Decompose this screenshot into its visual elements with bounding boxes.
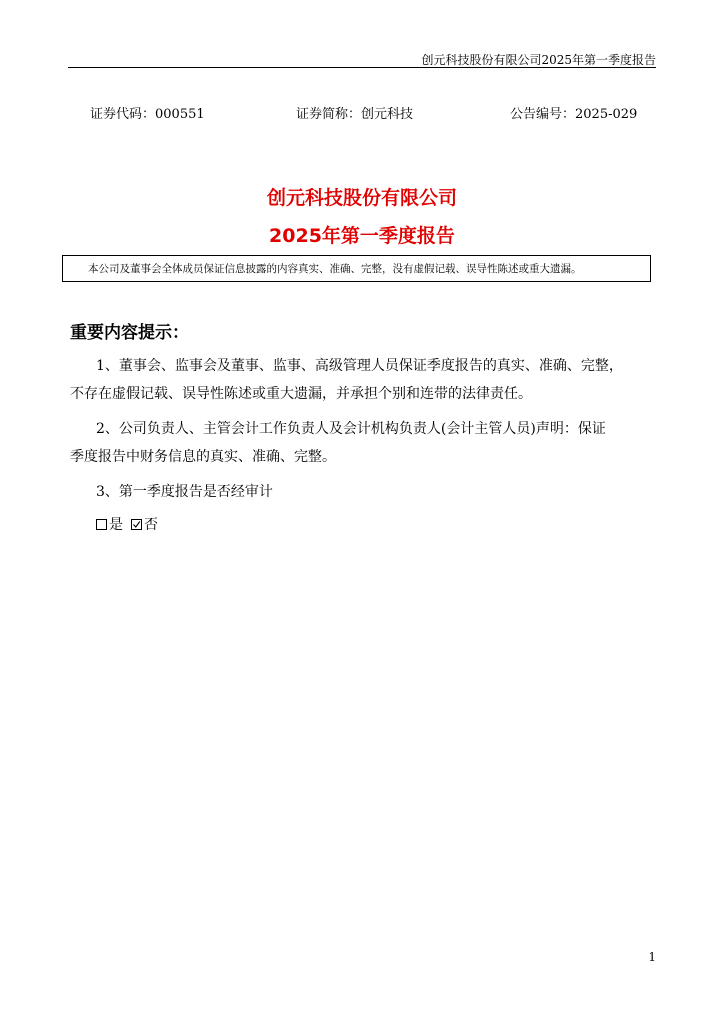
notice-item-2-line-1: 2、公司负责人、主管会计工作负责人及会计机构负责人(会计主管人员)声明：保证 <box>96 421 606 437</box>
header-rule <box>68 67 656 68</box>
declaration-box <box>62 255 651 282</box>
security-name: 证券简称：创元科技 <box>296 107 414 122</box>
audit-no-label: 否 <box>144 517 158 533</box>
security-code: 证券代码：000551 <box>90 107 205 122</box>
audit-yes-checkbox[interactable] <box>96 519 107 530</box>
checkmark-icon <box>132 520 141 529</box>
notice-item-1-line-2: 不存在虚假记载、误导性陈述或重大遗漏，并承担个别和连带的法律责任。 <box>70 386 532 402</box>
company-title: 创元科技股份有限公司 <box>266 187 457 209</box>
audit-yes-label: 是 <box>109 517 123 533</box>
page-number: 1 <box>648 950 656 964</box>
notice-item-1-line-1: 1、董事会、监事会及董事、监事、高级管理人员保证季度报告的真实、准确、完整， <box>96 358 623 374</box>
section-heading: 重要内容提示： <box>70 323 189 343</box>
audit-no-checkbox[interactable] <box>131 519 142 530</box>
running-header: 创元科技股份有限公司2025年第一季度报告 <box>421 53 656 67</box>
audit-options <box>96 514 166 534</box>
notice-item-3: 3、第一季度报告是否经审计 <box>96 484 273 500</box>
declaration-text: 本公司及董事会全体成员保证信息披露的内容真实、准确、完整，没有虚假记载、误导性陈述或重大遗漏。 <box>88 263 582 275</box>
announcement-number: 公告编号：2025-029 <box>510 107 638 122</box>
notice-item-2-line-2: 季度报告中财务信息的真实、准确、完整。 <box>70 449 336 465</box>
report-title: 2025年第一季度报告 <box>269 225 455 247</box>
